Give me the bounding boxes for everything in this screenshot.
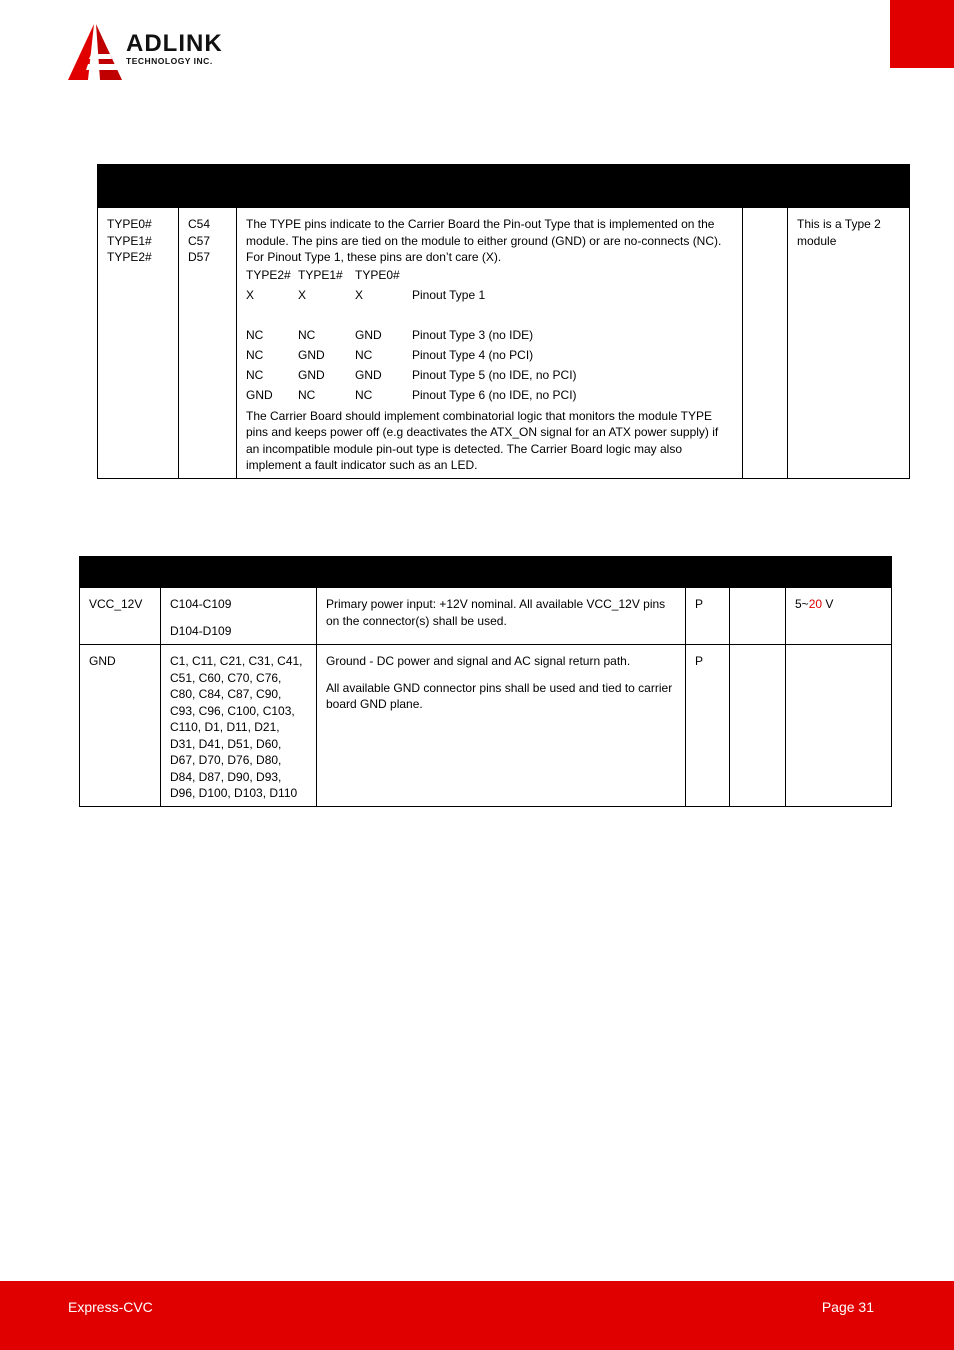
pin-value: GND <box>298 348 325 363</box>
io-type: P <box>695 597 704 611</box>
pin-value: X <box>246 288 255 303</box>
pin-value: NC <box>298 388 316 403</box>
red-corner-tab <box>890 0 954 68</box>
signal-description <box>317 645 685 717</box>
logo-name: ADLINK <box>126 30 223 57</box>
description-closing: The Carrier Board should implement combinatorial logic that monitors the module TYPE pins and keeps power off (e.g deactivates the ATX_ON signal for an ATX power supply) if an incompatible module pin-out type is detected. The Carrier Board logic may also implement a fault indicator such as an LED. <box>246 408 719 472</box>
col-header: TYPE1# <box>298 268 343 283</box>
pinout-type: Pinout Type 5 (no IDE, no PCI) <box>412 368 577 383</box>
pin-value: GND <box>298 368 325 383</box>
signal-name: GND <box>89 654 116 668</box>
pin-number: D57 <box>188 250 211 264</box>
col-header: TYPE2# <box>246 268 291 283</box>
table-header-row <box>80 557 892 588</box>
range-value: 20 <box>808 597 823 611</box>
pin-range: D104-D109 <box>170 623 232 638</box>
power-pins-table <box>79 556 892 807</box>
pinout-type: Pinout Type 1 <box>412 288 486 303</box>
table-row <box>80 588 892 645</box>
voltage-range <box>786 588 891 617</box>
logo-triangle-icon <box>66 22 124 82</box>
page-footer <box>0 1281 954 1350</box>
range-prefix: 5~ <box>795 597 809 611</box>
logo-subtitle: TECHNOLOGY INC. <box>126 56 213 66</box>
signal-name: TYPE2# <box>107 250 152 264</box>
pinout-row <box>246 286 734 306</box>
pin-value: X <box>355 288 364 303</box>
pinout-type: Pinout Type 3 (no IDE) <box>412 328 534 343</box>
table-row <box>98 208 910 479</box>
pin-list: C1, C11, C21, C31, C41, C51, C60, C70, C76, C80, C84, C87, C90, C93, C96, C100, C103, C110, D1, D11, D21, D31, D41, D51, D60, D67, D70, D76, D80, D84, D87, D90, D93, D96, D100, D103, D110 <box>170 654 303 800</box>
signal-name: TYPE0# <box>107 217 152 231</box>
signal-name: TYPE1# <box>107 233 152 248</box>
pin-value: NC <box>246 348 264 363</box>
pin-number: C54 <box>188 217 211 231</box>
pin-numbers <box>161 588 316 643</box>
pinout-row <box>246 386 734 406</box>
signal-names <box>98 208 178 270</box>
table-row <box>80 645 892 807</box>
pin-value: NC <box>298 328 316 343</box>
description-intro: The TYPE pins indicate to the Carrier Board the Pin-out Type that is implemented on the module. The pins are tied on the module to either ground (GND) or are no-connects (NC). For Pinout Type 1, these pins are don’t care (X). <box>246 217 722 264</box>
type-description <box>237 208 742 478</box>
description-line: Ground - DC power and signal and AC signal return path. <box>326 654 631 668</box>
pin-value: NC <box>355 388 373 403</box>
pin-value: NC <box>246 328 264 343</box>
table-header-row <box>98 165 910 208</box>
col-header: TYPE0# <box>355 268 400 283</box>
type-pins-table <box>97 164 910 479</box>
pin-value: NC <box>246 368 264 383</box>
signal-name: VCC_12V <box>89 597 143 611</box>
pinout-type: Pinout Type 4 (no PCI) <box>412 348 534 363</box>
pin-numbers <box>179 208 236 270</box>
description-line: All available GND connector pins shall be used and tied to carrier board GND plane. <box>326 680 673 711</box>
type-note: This is a Type 2 module <box>797 217 881 248</box>
adlink-logo <box>66 22 266 82</box>
range-suffix: V <box>822 597 834 611</box>
pin-value: GND <box>355 328 382 343</box>
pin-value: GND <box>246 388 273 403</box>
pin-range: C104-C109 <box>170 597 232 611</box>
signal-description: Primary power input: +12V nominal. All available VCC_12V pins on the connector(s) shall be used. <box>326 597 666 628</box>
pin-value: NC <box>355 348 373 363</box>
pin-number: C57 <box>188 233 211 248</box>
pinout-type: Pinout Type 6 (no IDE, no PCI) <box>412 388 577 403</box>
pinout-column-headers <box>246 266 734 286</box>
pinout-row <box>246 326 734 346</box>
pin-value: GND <box>355 368 382 383</box>
footer-product: Express-CVC <box>68 1299 153 1315</box>
pinout-row <box>246 366 734 386</box>
pinout-row <box>246 346 734 366</box>
pin-value: X <box>298 288 307 303</box>
io-type: P <box>695 654 704 668</box>
page-number: Page 31 <box>821 1299 874 1315</box>
